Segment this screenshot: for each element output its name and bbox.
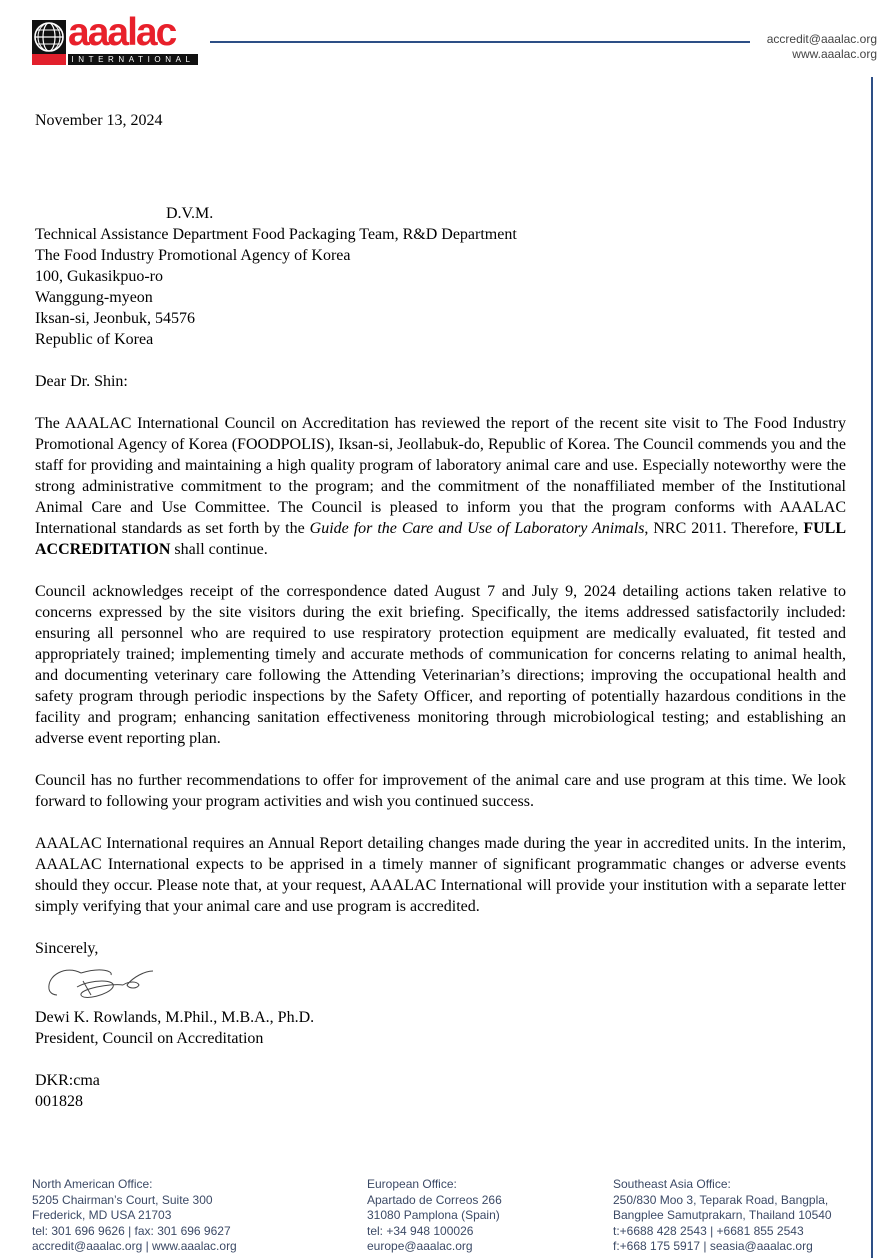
closing: Sincerely,: [35, 940, 99, 957]
footer-southeast-asia-office: [613, 1177, 832, 1255]
salutation: Dear Dr. Shin:: [35, 373, 128, 390]
recipient-organization: The Food Industry Promotional Agency of Korea: [35, 247, 351, 264]
header-contact: [767, 32, 877, 62]
office-fax-email[interactable]: f:+668 175 5917 | seasia@aaalac.org: [613, 1239, 813, 1253]
paragraph-text: The AAALAC International Council on Accreditation has reviewed the report of the recent site visit to The Food Industry Promotional Agency of Korea (FOODPOLIS), Iksan-si, Jeollabuk-do, Republic of Korea. The Council commends you and the staff for providing and maintaining a high quality program of laboratory animal care and use. Especially noteworthy were the strong administrative commitment to the program; and the commitment of the nonaffiliated member of the Institutional Animal Care and Use Committee. The Council is pleased to inform you that the program conforms with AAALAC International standards as set forth by the: [35, 415, 846, 537]
recipient-city: Iksan-si, Jeonbuk, 54576: [35, 310, 195, 327]
signer-title: President, Council on Accreditation: [35, 1030, 264, 1047]
signer-name: Dewi K. Rowlands, M.Phil., M.B.A., Ph.D.: [35, 1009, 315, 1026]
logo-red-bar: [32, 54, 66, 65]
paragraph-text: , NRC 2011. Therefore,: [644, 520, 804, 537]
reference-block: [35, 1070, 846, 1112]
header-website-link[interactable]: www.aaalac.org: [792, 47, 877, 61]
paragraph-annual-report: AAALAC International requires an Annual Report detailing changes made during the year in accredited units. In the interim, AAALAC International expects to be apprised in a timely manner of significant programmatic changes or adverse events should they occur. Please note that, at your request, AAALAC International will provide your institution with a separate letter simply verifying that your animal care and use program is accredited.: [35, 835, 846, 915]
footer-european-office: [367, 1177, 502, 1255]
paragraph-accreditation: [35, 413, 846, 560]
recipient-department: Technical Assistance Department Food Packaging Team, R&D Department: [35, 226, 517, 243]
reference-initials: DKR:cma: [35, 1072, 100, 1089]
office-address: Apartado de Correos 266: [367, 1192, 502, 1207]
logo-subtitle: INTERNATIONAL: [68, 54, 198, 65]
footer-north-america-office: [32, 1177, 237, 1255]
office-heading: Southeast Asia Office:: [613, 1177, 731, 1191]
office-address: 5205 Chairman’s Court, Suite 300: [32, 1192, 213, 1207]
office-phone: tel: +34 948 100026: [367, 1223, 474, 1238]
paragraph-text: shall continue.: [170, 541, 268, 558]
letter-date: November 13, 2024: [35, 112, 163, 129]
reference-number: 001828: [35, 1093, 83, 1110]
accreditation-status: FULL ACCREDITATION: [35, 520, 847, 558]
recipient-country: Republic of Korea: [35, 331, 154, 348]
letter-body: [35, 110, 846, 1112]
recipient-address: [35, 203, 846, 350]
recipient-street: 100, Gukasikpuo-ro: [35, 268, 163, 285]
office-contact-links[interactable]: accredit@aaalac.org | www.aaalac.org: [32, 1239, 237, 1253]
signature-icon: [41, 961, 161, 1001]
logo-wordmark: aaalac: [68, 11, 176, 54]
office-email-link[interactable]: europe@aaalac.org: [367, 1239, 473, 1253]
office-address: 250/830 Moo 3, Teparak Road, Bangpla,: [613, 1192, 829, 1207]
office-heading: North American Office:: [32, 1177, 153, 1191]
office-address: 31080 Pamplona (Spain): [367, 1208, 500, 1222]
paragraph-correspondence: Council acknowledges receipt of the correspondence dated August 7 and July 9, 2024 detailing actions taken relative to concerns expressed by the site visitors during the exit briefing. Specifically, the items addressed satisfactorily included: ensuring all personnel who are required to use respiratory protection equipment are medically evaluated, fit tested and appropriately trained; implementing timely and accurate methods of communication for concerns relating to animal health, and documenting veterinary care following the Attending Veterinarian’s directions; improving the occupational health and safety program through periodic inspections by the Safety Officer, and reporting of potentially hazardous conditions in the facility and program; enhancing sanitation effectiveness monitoring through microbiological testing; and establishing an adverse event reporting plan.: [35, 583, 846, 747]
header-email-link[interactable]: accredit@aaalac.org: [766, 32, 877, 46]
right-margin-rule: [871, 77, 873, 1258]
signer-block: [35, 1007, 846, 1049]
globe-icon: [32, 20, 66, 54]
office-heading: European Office:: [367, 1177, 457, 1191]
header-divider: [210, 41, 750, 43]
office-address: Bangplee Samutprakarn, Thailand 10540: [613, 1208, 832, 1222]
guide-title: Guide for the Care and Use of Laboratory Animals: [309, 520, 645, 537]
recipient-town: Wanggung-myeon: [35, 289, 153, 306]
aaalac-logo: [32, 11, 198, 66]
office-address: Frederick, MD USA 21703: [32, 1208, 172, 1222]
office-phone: tel: 301 696 9626 | fax: 301 696 9627: [32, 1223, 231, 1238]
recipient-degree: D.V.M.: [166, 205, 214, 222]
paragraph-recommendations: Council has no further recommendations to offer for improvement of the animal care and use program at this time. We look forward to following your program activities and wish you continued success.: [35, 772, 846, 810]
office-phone: t:+6688 428 2543 | +6681 855 2543: [613, 1223, 804, 1238]
